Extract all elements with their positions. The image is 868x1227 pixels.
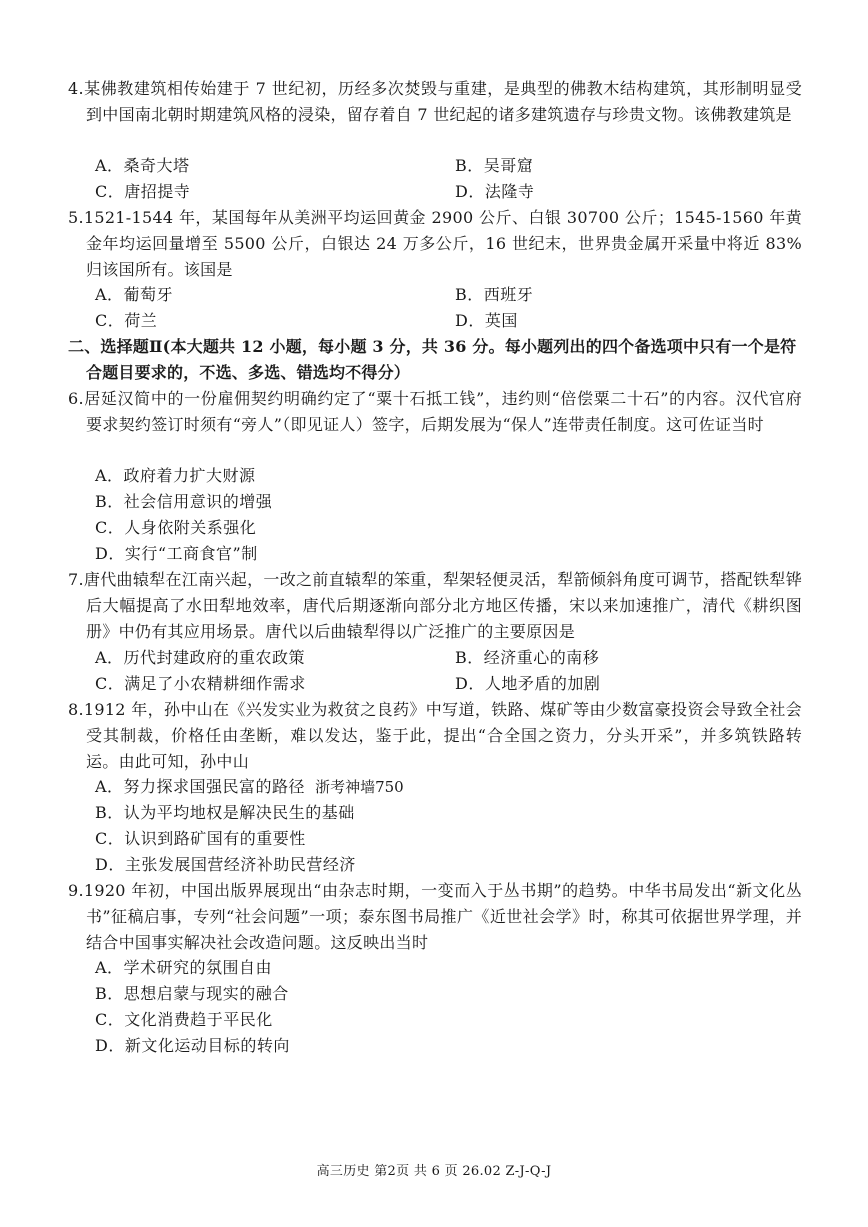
question-4-option-b: B．吴哥窟 xyxy=(455,156,534,175)
question-8-option-c: C．认识到路矿国有的重要性 xyxy=(95,829,306,848)
question-8-option-a xyxy=(95,774,404,800)
section-2-header: 二、选择题Ⅱ(本大题共 12 小题，每小题 3 分，共 36 分。每小题列出的四个备选项中只有一个是符合题目要求的，不选、多选、错选均不得分） xyxy=(68,337,797,382)
question-5-stem: 5.1521-1544 年，某国每年从美洲平均运回黄金 2900 公斤、白银 30700 公斤；1545-1560 年黄金年均运回量增至 5500 公斤，白银达 24 万多公斤，16 世纪末，世界贵金属开采量中将近 83%归该国所有。该国是 xyxy=(68,208,802,279)
page-footer: 高三历史 第2页 共 6 页 26.02 Z-J-Q-J xyxy=(316,1164,552,1179)
question-7-option-d: D．人地矛盾的加剧 xyxy=(455,674,601,693)
question-8-option-d: D．主张发展国营经济补助民营经济 xyxy=(95,855,356,874)
question-4-option-c: C．唐招提寺 xyxy=(95,182,191,201)
question-9-stem: 9.1920 年初，中国出版界展现出“由杂志时期，一变而入于丛书期”的趋势。中华书局发出“新文化丛书”征稿启事，专列“社会问题”一项；泰东图书局推广《近世社会学》时，称其可依据世界学理，并结合中国事实解决社会改造问题。这反映出当时 xyxy=(68,881,802,952)
question-6-stem: 6.居延汉简中的一份雇佣契约明确约定了“粟十石抵工钱”，违约则“倍偿粟二十石”的内容。汉代官府要求契约签订时须有“旁人”（即见证人）签字，后期发展为“保人”连带责任制度。这可佐证当时 xyxy=(68,389,802,434)
question-4-option-d: D．法隆寺 xyxy=(455,182,535,201)
question-7-option-a: A．历代封建政府的重农政策 xyxy=(95,648,306,667)
watermark-text: 浙考神墙750 xyxy=(315,778,404,796)
question-6-option-c: C．人身依附关系强化 xyxy=(95,518,257,537)
question-4-stem: 4.某佛教建筑相传始建于 7 世纪初，历经多次焚毁与重建，是典型的佛教木结构建筑，其形制明显受到中国南北朝时期建筑风格的浸染，留存着自 7 世纪起的诸多建筑遗存与珍贵文物。该佛教建筑是 xyxy=(68,79,802,124)
question-4-option-a: A．桑奇大塔 xyxy=(95,156,190,175)
question-9-option-a: A．学术研究的氛围自由 xyxy=(95,958,273,977)
question-5-option-d: D．英国 xyxy=(455,311,518,330)
question-9-option-d: D．新文化运动目标的转向 xyxy=(95,1036,290,1055)
question-8-option-b: B．认为平均地权是解决民生的基础 xyxy=(95,803,355,822)
question-7-option-c: C．满足了小农精耕细作需求 xyxy=(95,674,306,693)
question-9-option-b: B．思想启蒙与现实的融合 xyxy=(95,984,289,1003)
question-8-stem: 8.1912 年，孙中山在《兴发实业为救贫之良药》中写道，铁路、煤矿等由少数富豪投资会导致全社会受其制裁，价格任由垄断，难以发达，鉴于此，提出“合全国之资力，分头开采”，并多筑铁路转运。由此可知，孙中山 xyxy=(68,700,802,771)
question-7-stem: 7.唐代曲辕犁在江南兴起，一改之前直辕犁的笨重，犁架轻便灵活，犁箭倾斜角度可调节，搭配铁犁铧后大幅提高了水田犁地效率，唐代后期逐渐向部分北方地区传播，宋以来加速推广，清代《耕织图册》中仍有其应用场景。唐代以后曲辕犁得以广泛推广的主要原因是 xyxy=(68,570,802,641)
question-5-option-b: B．西班牙 xyxy=(455,285,534,304)
question-7-option-b: B．经济重心的南移 xyxy=(455,648,600,667)
question-8-option-a-text: A．努力探求国强民富的路径 xyxy=(95,777,306,796)
question-6-option-a: A．政府着力扩大财源 xyxy=(95,466,256,485)
question-5-option-c: C．荷兰 xyxy=(95,311,158,330)
question-6-option-d: D．实行“工商食官”制 xyxy=(95,544,258,563)
question-9-option-c: C．文化消费趋于平民化 xyxy=(95,1010,273,1029)
question-6-option-b: B．社会信用意识的增强 xyxy=(95,492,273,511)
question-5-option-a: A．葡萄牙 xyxy=(95,285,174,304)
